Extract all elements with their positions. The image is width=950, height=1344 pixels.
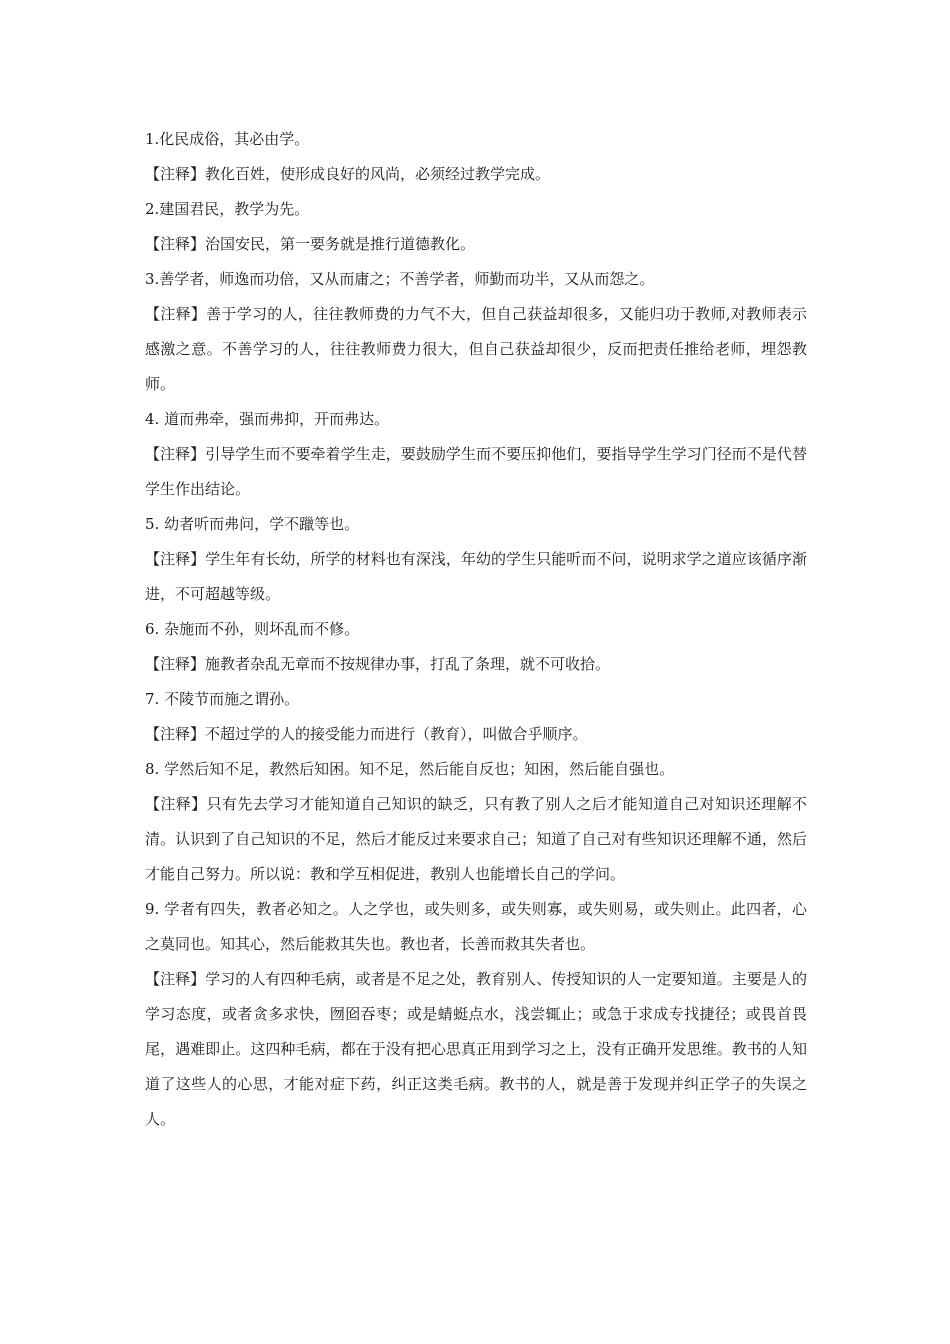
annotation-text: 不超过学的人的接受能力而进行（教育），叫做合乎顺序。 bbox=[205, 725, 588, 743]
quote-4: 4. 道而弗牵，强而弗抑，开而弗达。 bbox=[145, 410, 390, 428]
annotation-5 bbox=[145, 542, 807, 612]
quote-3: 3.善学者，师逸而功倍，又从而庸之；不善学者，师勤而功半，又从而怨之。 bbox=[145, 270, 655, 288]
annotation-9 bbox=[145, 962, 807, 1137]
annotation-8 bbox=[145, 787, 807, 892]
quote-8: 8. 学然后知不足，教然后知困。知不足，然后能自反也；知困，然后能自强也。 bbox=[145, 760, 675, 778]
annotation-text: 施教者杂乱无章而不按规律办事，打乱了条理，就不可收拾。 bbox=[205, 655, 611, 673]
annotation-label: 【注释】 bbox=[145, 305, 207, 323]
annotation-label: 【注释】 bbox=[145, 445, 206, 463]
annotation-6 bbox=[145, 647, 807, 682]
annotation-text: 只有先去学习才能知道自己知识的缺乏，只有教了别人之后才能知道自己对知识还理解不清。认识到了自己知识的不足，然后才能反过来要求自己；知道了自己对有些知识还理解不通，然后才能自己努力。所以说：教和学互相促进，教别人也能增长自己的学问。 bbox=[145, 795, 807, 883]
annotation-label: 【注释】 bbox=[145, 165, 206, 183]
annotation-text: 引导学生而不要牵着学生走，要鼓励学生而不要压抑他们，要指导学生学习门径而不是代替学生作出结论。 bbox=[145, 445, 807, 498]
annotation-label: 【注释】 bbox=[145, 550, 206, 568]
annotation-text: 治国安民，第一要务就是推行道德教化。 bbox=[205, 235, 476, 253]
annotation-7 bbox=[145, 717, 807, 752]
annotation-text: 教化百姓，使形成良好的风尚，必须经过教学完成。 bbox=[205, 165, 551, 183]
annotation-3 bbox=[145, 297, 807, 402]
quote-2: 2.建国君民，教学为先。 bbox=[145, 200, 310, 218]
annotation-text: 学生年有长幼，所学的材料也有深浅，年幼的学生只能听而不问，说明求学之道应该循序渐进，不可超越等级。 bbox=[145, 550, 807, 603]
annotation-label: 【注释】 bbox=[145, 970, 206, 988]
annotation-text: 善于学习的人，往往教师费的力气不大，但自己获益却很多，又能归功于教师,对教师表示感激之意。不善学习的人，往往教师费力很大，但自己获益却很少，反而把责任推给老师，埋怨教师。 bbox=[145, 305, 807, 393]
quote-9: 9. 学者有四失，教者必知之。人之学也，或失则多，或失则寡，或失则易，或失则止。此四者，心之莫同也。知其心，然后能救其失也。教也者，长善而救其失者也。 bbox=[145, 900, 807, 953]
quote-5: 5. 幼者听而弗问，学不躐等也。 bbox=[145, 515, 360, 533]
quote-1: 1.化民成俗，其必由学。 bbox=[145, 130, 310, 148]
quote-6: 6. 杂施而不孙，则坏乱而不修。 bbox=[145, 620, 360, 638]
annotation-label: 【注释】 bbox=[145, 725, 206, 743]
annotation-text: 学习的人有四种毛病，或者是不足之处，教育别人、传授知识的人一定要知道。主要是人的学习态度，或者贪多求快，囫囵吞枣；或是蜻蜓点水，浅尝辄止；或急于求成专找捷径；或畏首畏尾，遇难即止。这四种毛病，都在于没有把心思真正用到学习之上，没有正确开发思维。教书的人知道了这些人的心思，才能对症下药，纠正这类毛病。教书的人，就是善于发现并纠正学子的失误之人。 bbox=[145, 970, 807, 1128]
annotation-label: 【注释】 bbox=[145, 655, 206, 673]
document-body bbox=[145, 122, 807, 1137]
annotation-1 bbox=[145, 157, 807, 192]
quote-7: 7. 不陵节而施之谓孙。 bbox=[145, 690, 300, 708]
annotation-4 bbox=[145, 437, 807, 507]
annotation-2 bbox=[145, 227, 807, 262]
annotation-label: 【注释】 bbox=[145, 235, 206, 253]
annotation-label: 【注释】 bbox=[145, 795, 207, 813]
